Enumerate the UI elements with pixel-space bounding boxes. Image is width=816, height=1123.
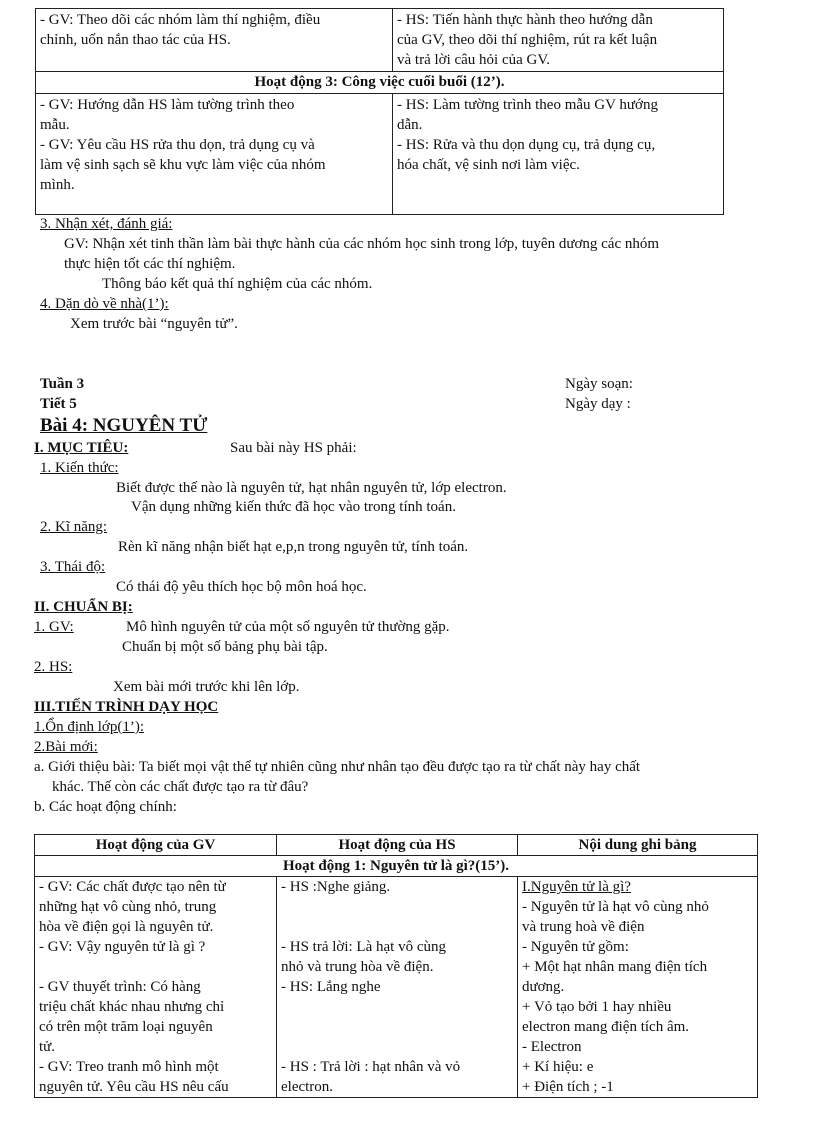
hs-cell: - HS: Làm tường trình theo mẫu GV hướng dẫn. - HS: Rửa và thu dọn dụng cụ, trả dụng cụ, hóa chất, vệ sinh nơi làm việc. xyxy=(393,94,724,215)
lesson-title: Bài 4: NGUYÊN TỬ xyxy=(40,415,208,436)
gv-cell: - GV: Các chất được tạo nên từ những hạt vô cùng nhỏ, trung hòa về điện gọi là nguyên tử. - GV: Vậy nguyên tử là gì ? - GV thuyết trình: Có hàng triệu chất khác nhau nhưng chỉ có trên một trăm loại nguyên tử. - GV: Treo tranh mô hình một nguyên tử. Yêu cầu HS nêu cấu xyxy=(35,877,277,1098)
section-4-heading: 4. Dặn dò về nhà(1’): xyxy=(40,296,169,312)
hs-cell: - HS :Nghe giảng. - HS trả lời: Là hạt vô cùng nhỏ và trung hòa về điện. - HS: Lắng nghe - HS : Trả lời : hạt nhân và vỏ electron. xyxy=(277,877,518,1098)
hs-label: 2. HS: xyxy=(34,659,73,675)
knowledge-heading: 1. Kiến thức: xyxy=(40,460,119,476)
column-header-hs: Hoạt động của HS xyxy=(277,835,518,856)
gv-label: 1. GV: xyxy=(34,619,74,635)
knowledge-line: Biết được thế nào là nguyên tử, hạt nhân nguyên tử, lớp electron. xyxy=(116,480,507,496)
hs-cell: - HS: Tiến hành thực hành theo hướng dẫn của GV, theo dõi thí nghiệm, rút ra kết luận và trả lời câu hỏi của GV. xyxy=(393,9,724,72)
gv-cell: - GV: Theo dõi các nhóm làm thí nghiệm, điều chỉnh, uốn nắn thao tác của HS. xyxy=(36,9,393,72)
table-row xyxy=(35,856,758,877)
gv-cell: - GV: Hướng dẫn HS làm tường trình theo mẫu. - GV: Yêu cầu HS rửa thu dọn, trả dụng cụ và làm vệ sinh sạch sẽ khu vực làm việc của nhóm mình. xyxy=(36,94,393,215)
activity-3-header: Hoạt động 3: Công việc cuối buổi (12’). xyxy=(36,72,724,94)
content-cell: I.Nguyên tử là gì? - Nguyên tử là hạt vô cùng nhỏ và trung hoà về điện - Nguyên tử gồm: + Một hạt nhân mang điện tích dương. + Vỏ tạo bởi 1 hay nhiều electron mang điện tích âm. - Electron + Kí hiệu: e + Điện tích ; -1 xyxy=(518,877,758,1098)
table-row xyxy=(35,877,758,1098)
top-activity-table xyxy=(35,8,724,215)
gv-line: Mô hình nguyên tử của một số nguyên tử thường gặp. xyxy=(126,619,450,635)
week-label: Tuần 3 xyxy=(40,376,85,392)
skills-heading: 2. Kĩ năng: xyxy=(40,519,108,535)
section-3-line: GV: Nhận xét tinh thần làm bài thực hành của các nhóm học sinh trong lớp, tuyên dương các nhóm xyxy=(64,236,660,252)
section-3-line: Thông báo kết quả thí nghiệm của các nhóm. xyxy=(102,276,373,292)
knowledge-line: Vận dụng những kiến thức đã học vào trong tính toán. xyxy=(131,499,456,515)
intro-line: khác. Thế còn các chất được tạo ra từ đâu? xyxy=(52,779,309,795)
hs-line: Xem bài mới trước khi lên lớp. xyxy=(113,679,300,695)
lesson-activity-table xyxy=(34,834,758,1098)
section-3-line: thực hiện tốt các thí nghiệm. xyxy=(64,256,236,272)
table-row xyxy=(36,9,724,72)
attitude-heading: 3. Thái độ: xyxy=(40,559,106,575)
gv-line: Chuẩn bị một số bảng phụ bài tập. xyxy=(122,639,328,655)
process-step-1: 1.Ổn định lớp(1’): xyxy=(34,719,145,735)
date-taught: Ngày dạy : xyxy=(565,396,631,412)
objectives-intro: Sau bài này HS phải: xyxy=(230,440,357,456)
process-heading: III.TIẾN TRÌNH DẠY HỌC xyxy=(34,699,219,715)
column-header-content: Nội dung ghi bảng xyxy=(518,835,758,856)
section-4-line: Xem trước bài “nguyên tử”. xyxy=(70,316,238,332)
skills-line: Rèn kĩ năng nhận biết hạt e,p,n trong nguyên tử, tính toán. xyxy=(118,539,469,555)
activity-1-header: Hoạt động 1: Nguyên tử là gì?(15’). xyxy=(35,856,758,877)
intro-b-line: b. Các hoạt động chính: xyxy=(34,799,177,815)
objectives-heading: I. MỤC TIÊU: xyxy=(34,440,129,456)
table-header-row xyxy=(35,835,758,856)
date-prepared: Ngày soạn: xyxy=(565,376,633,392)
process-step-2: 2.Bài mới: xyxy=(34,739,98,755)
preparation-heading: II. CHUẨN BỊ: xyxy=(34,599,133,615)
attitude-line: Có thái độ yêu thích học bộ môn hoá học. xyxy=(116,579,367,595)
section-3-heading: 3. Nhận xét, đánh giá: xyxy=(40,216,173,232)
table-row xyxy=(36,72,724,94)
intro-line: a. Giới thiệu bài: Ta biết mọi vật thể tự nhiên cũng như nhân tạo đều được tạo ra từ chất này hay chất xyxy=(34,759,641,775)
column-header-gv: Hoạt động của GV xyxy=(35,835,277,856)
period-label: Tiết 5 xyxy=(40,396,77,412)
table-row xyxy=(36,94,724,215)
